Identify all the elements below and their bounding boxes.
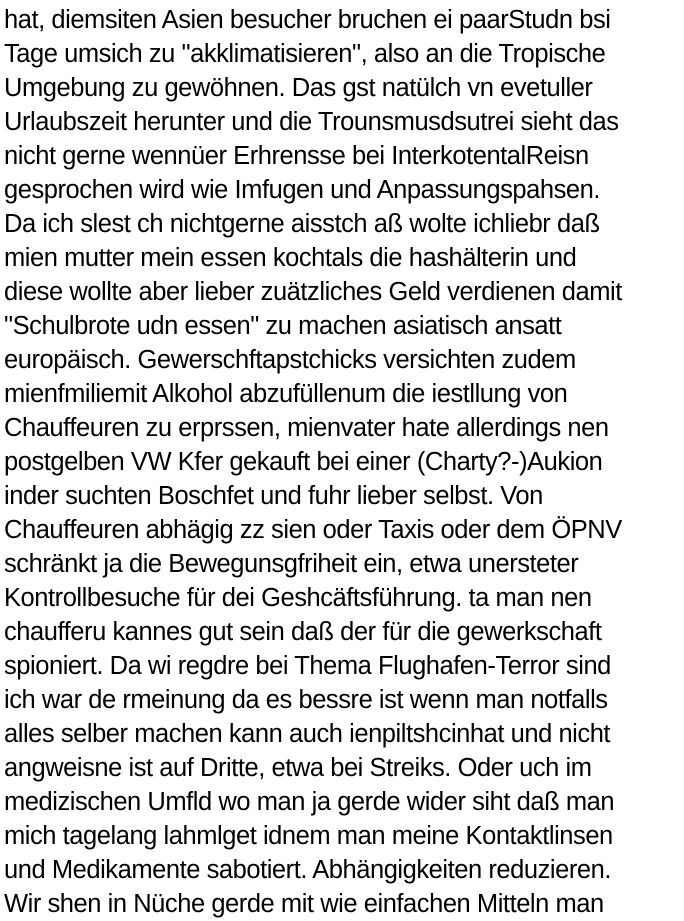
text-line: ich war de rmeinung da es bessre ist wenn man notfalls (4, 686, 608, 714)
text-line: Chauffeuren zu erprssen, mienvater hate allerdings nen (4, 414, 609, 442)
text-line: Kontrollbesuche für dei Geshcäftsführung. ta man nen (4, 584, 592, 612)
text-line: Chauffeuren abhägig zz sien oder Taxis oder dem ÖPNV (4, 516, 622, 544)
text-line: mien mutter mein essen kochtals die hashälterin und (4, 244, 577, 272)
text-line: "Schulbrote udn essen" zu machen asiatisch ansatt (4, 312, 562, 340)
text-line: Urlaubszeit herunter und die Trounsmusdsutrei sieht das (4, 108, 619, 136)
text-line: mich tagelang lahmlget idnem man meine Kontaktlinsen (4, 822, 613, 850)
text-line: hat, diemsiten Asien besucher bruchen ei paarStudn bsi (4, 6, 611, 34)
text-line: nicht gerne wennüer Erhrensse bei InterkotentalReisn (4, 142, 589, 170)
text-line: und Medikamente sabotiert. Abhängigkeiten reduzieren. (4, 856, 611, 884)
text-line: Da ich slest ch nichtgerne aisstch aß wolte ichliebr daß (4, 210, 600, 238)
text-line: Umgebung zu gewöhnen. Das gst natülch vn evetuller (4, 74, 593, 102)
text-line: Tage umsich zu "akklimatisieren", also an die Tropische (4, 40, 606, 68)
text-line: Wir shen in Nüche gerde mit wie einfachen Mitteln man (4, 890, 604, 918)
text-line: alles selber machen kann auch ienpiltshcinhat und nicht (4, 720, 611, 748)
paragraph (4, 3, 682, 921)
text-line: inder suchten Boschfet und fuhr lieber selbst. Von (4, 482, 543, 510)
text-line: schränkt ja die Bewegunsgfriheit ein, etwa unersteter (4, 550, 579, 578)
text-line: chaufferu kannes gut sein daß der für die gewerkschaft (4, 618, 602, 646)
text-line: spioniert. Da wi regdre bei Thema Flughafen-Terror sind (4, 652, 611, 680)
text-line: europäisch. Gewerschftapstchicks versichten zudem (4, 346, 576, 374)
text-line: mienfmiliemit Alkohol abzufüllenum die iestllung von (4, 380, 568, 408)
text-line: postgelben VW Kfer gekauft bei einer (Charty?-)Aukion (4, 448, 603, 476)
text-line: angweisne ist auf Dritte, etwa bei Streiks. Oder uch im (4, 754, 592, 782)
text-line: medizischen Umfld wo man ja gerde wider siht daß man (4, 788, 615, 816)
text-line: gesprochen wird wie Imfugen und Anpassungspahsen. (4, 176, 601, 204)
text-line: diese wollte aber lieber zuätzliches Geld verdienen damit (4, 278, 622, 306)
